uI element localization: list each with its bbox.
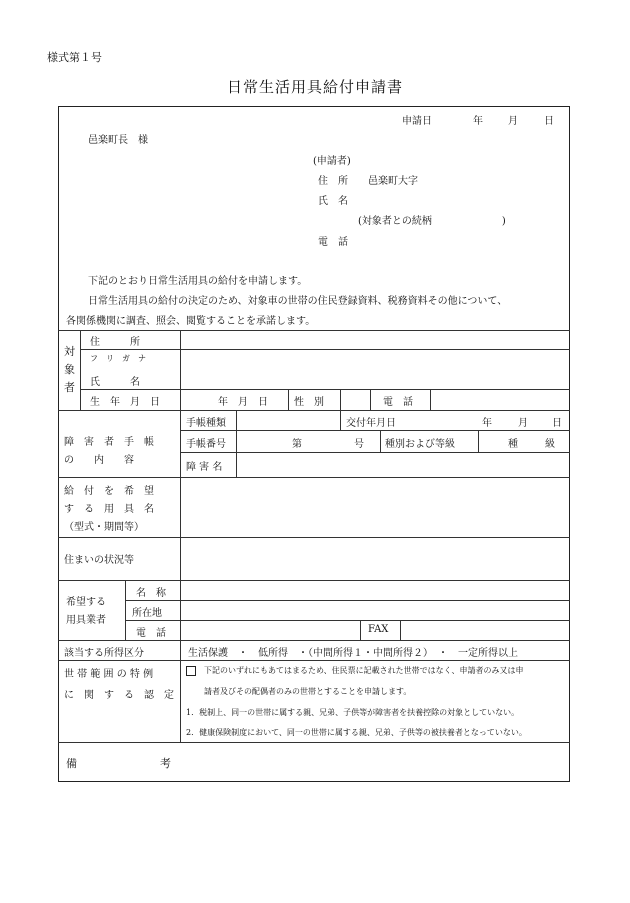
handbook-grade-kyu: 級 <box>545 439 555 450</box>
statement-line-3: 各関係機関に調査、照会、閲覧することを承諾します。 <box>66 316 316 327</box>
subject-birth-label: 生 年 月 日 <box>90 397 160 408</box>
page-title: 日常生活用具給付申請書 <box>226 78 403 96</box>
addressee: 邑楽町長 様 <box>88 135 148 146</box>
date-label: 申請日 <box>402 116 432 127</box>
relation-label: (対象者との続柄 ) <box>358 216 506 227</box>
handbook-label-2: の 内 容 <box>64 455 134 466</box>
handbook-issue-month: 月 <box>518 418 528 429</box>
statement-line-2: 日常生活用具の給付の決定のため、対象車の世帯の住民登録資料、税務資料その他について、 <box>88 296 508 307</box>
income-options: 生活保護 ・ 低所得 ・（中間所得１・中間所得２） ・ 一定所得以上 <box>188 648 518 659</box>
household-text-1: 下記のいずれにもあてはまるため、住民票に記載された世帯ではなく、申請者のみ又は申 <box>204 666 524 675</box>
handbook-label-1: 障 害 者 手 帳 <box>64 437 154 448</box>
handbook-number-label: 手帳番号 <box>186 439 226 450</box>
household-text-2: 請者及びその配偶者のみの世帯とすることを申請します。 <box>204 687 412 696</box>
vendor-fax-label: FAX <box>368 624 389 635</box>
subject-label-2: 象 <box>64 363 75 376</box>
items-label-2: す る 用 具 名 <box>64 504 154 515</box>
household-condition-1: 1．税制上、同一の世帯に属する親、兄弟、子供等が障害者を扶養控除の対象としていない。 <box>186 708 520 717</box>
subject-sex-label: 性 別 <box>294 397 324 408</box>
form-number: 様式第１号 <box>47 51 102 64</box>
vendor-name-label: 名 称 <box>136 588 166 599</box>
income-label: 該当する所得区分 <box>64 648 144 659</box>
date-month: 月 <box>508 116 518 127</box>
subject-label-3: 者 <box>64 381 75 394</box>
handbook-number-dai: 第 <box>292 439 302 450</box>
handbook-grade-label: 種別および等級 <box>385 439 455 450</box>
household-label-2: に 関 す る 認 定 <box>64 690 174 701</box>
vendor-location-label: 所在地 <box>132 608 162 619</box>
subject-label-1: 対 <box>64 345 75 358</box>
household-checkbox[interactable] <box>186 666 196 676</box>
subject-furigana-label: フ リ ガ ナ <box>90 354 146 363</box>
applicant-address-label: 住 所 <box>318 176 348 187</box>
statement-line-1: 下記のとおり日常生活用具の給付を申請します。 <box>88 276 308 287</box>
items-label-1: 給 付 を 希 望 <box>64 486 154 497</box>
vendor-label-2: 用具業者 <box>66 615 106 626</box>
housing-label: 住まいの状況等 <box>64 555 134 566</box>
vendor-phone-label: 電 話 <box>136 628 166 639</box>
subject-birth-ymd: 年 月 日 <box>218 397 268 408</box>
applicant-phone-label: 電 話 <box>318 237 348 248</box>
date-year: 年 <box>473 116 483 127</box>
date-day: 日 <box>544 116 554 127</box>
items-label-3: （型式・期間等） <box>64 522 144 533</box>
vendor-label-1: 希望する <box>66 597 106 608</box>
household-condition-2: 2．健康保険制度において、同一の世帯に属する親、兄弟、子供等の被扶養者となっていない。 <box>186 728 527 737</box>
household-label-1: 世 帯 範 囲 の 特 例 <box>64 669 154 680</box>
handbook-number-gou: 号 <box>354 439 364 450</box>
handbook-issue-day: 日 <box>552 418 562 429</box>
handbook-type-label: 手帳種類 <box>186 418 226 429</box>
applicant-address-value: 邑楽町大字 <box>368 176 418 187</box>
applicant-name-label: 氏 名 <box>318 196 348 207</box>
remarks-label-right: 考 <box>160 757 171 770</box>
handbook-issue-date-label: 交付年月日 <box>346 418 396 429</box>
handbook-grade-shu: 種 <box>508 439 518 450</box>
subject-name-label: 氏 名 <box>90 377 140 388</box>
subject-address-label: 住 所 <box>90 337 140 348</box>
remarks-label-left: 備 <box>66 757 77 770</box>
handbook-disability-label: 障 害 名 <box>186 462 223 473</box>
applicant-label: (申請者) <box>313 156 351 167</box>
handbook-issue-year: 年 <box>482 418 492 429</box>
subject-phone-label: 電 話 <box>383 397 413 408</box>
